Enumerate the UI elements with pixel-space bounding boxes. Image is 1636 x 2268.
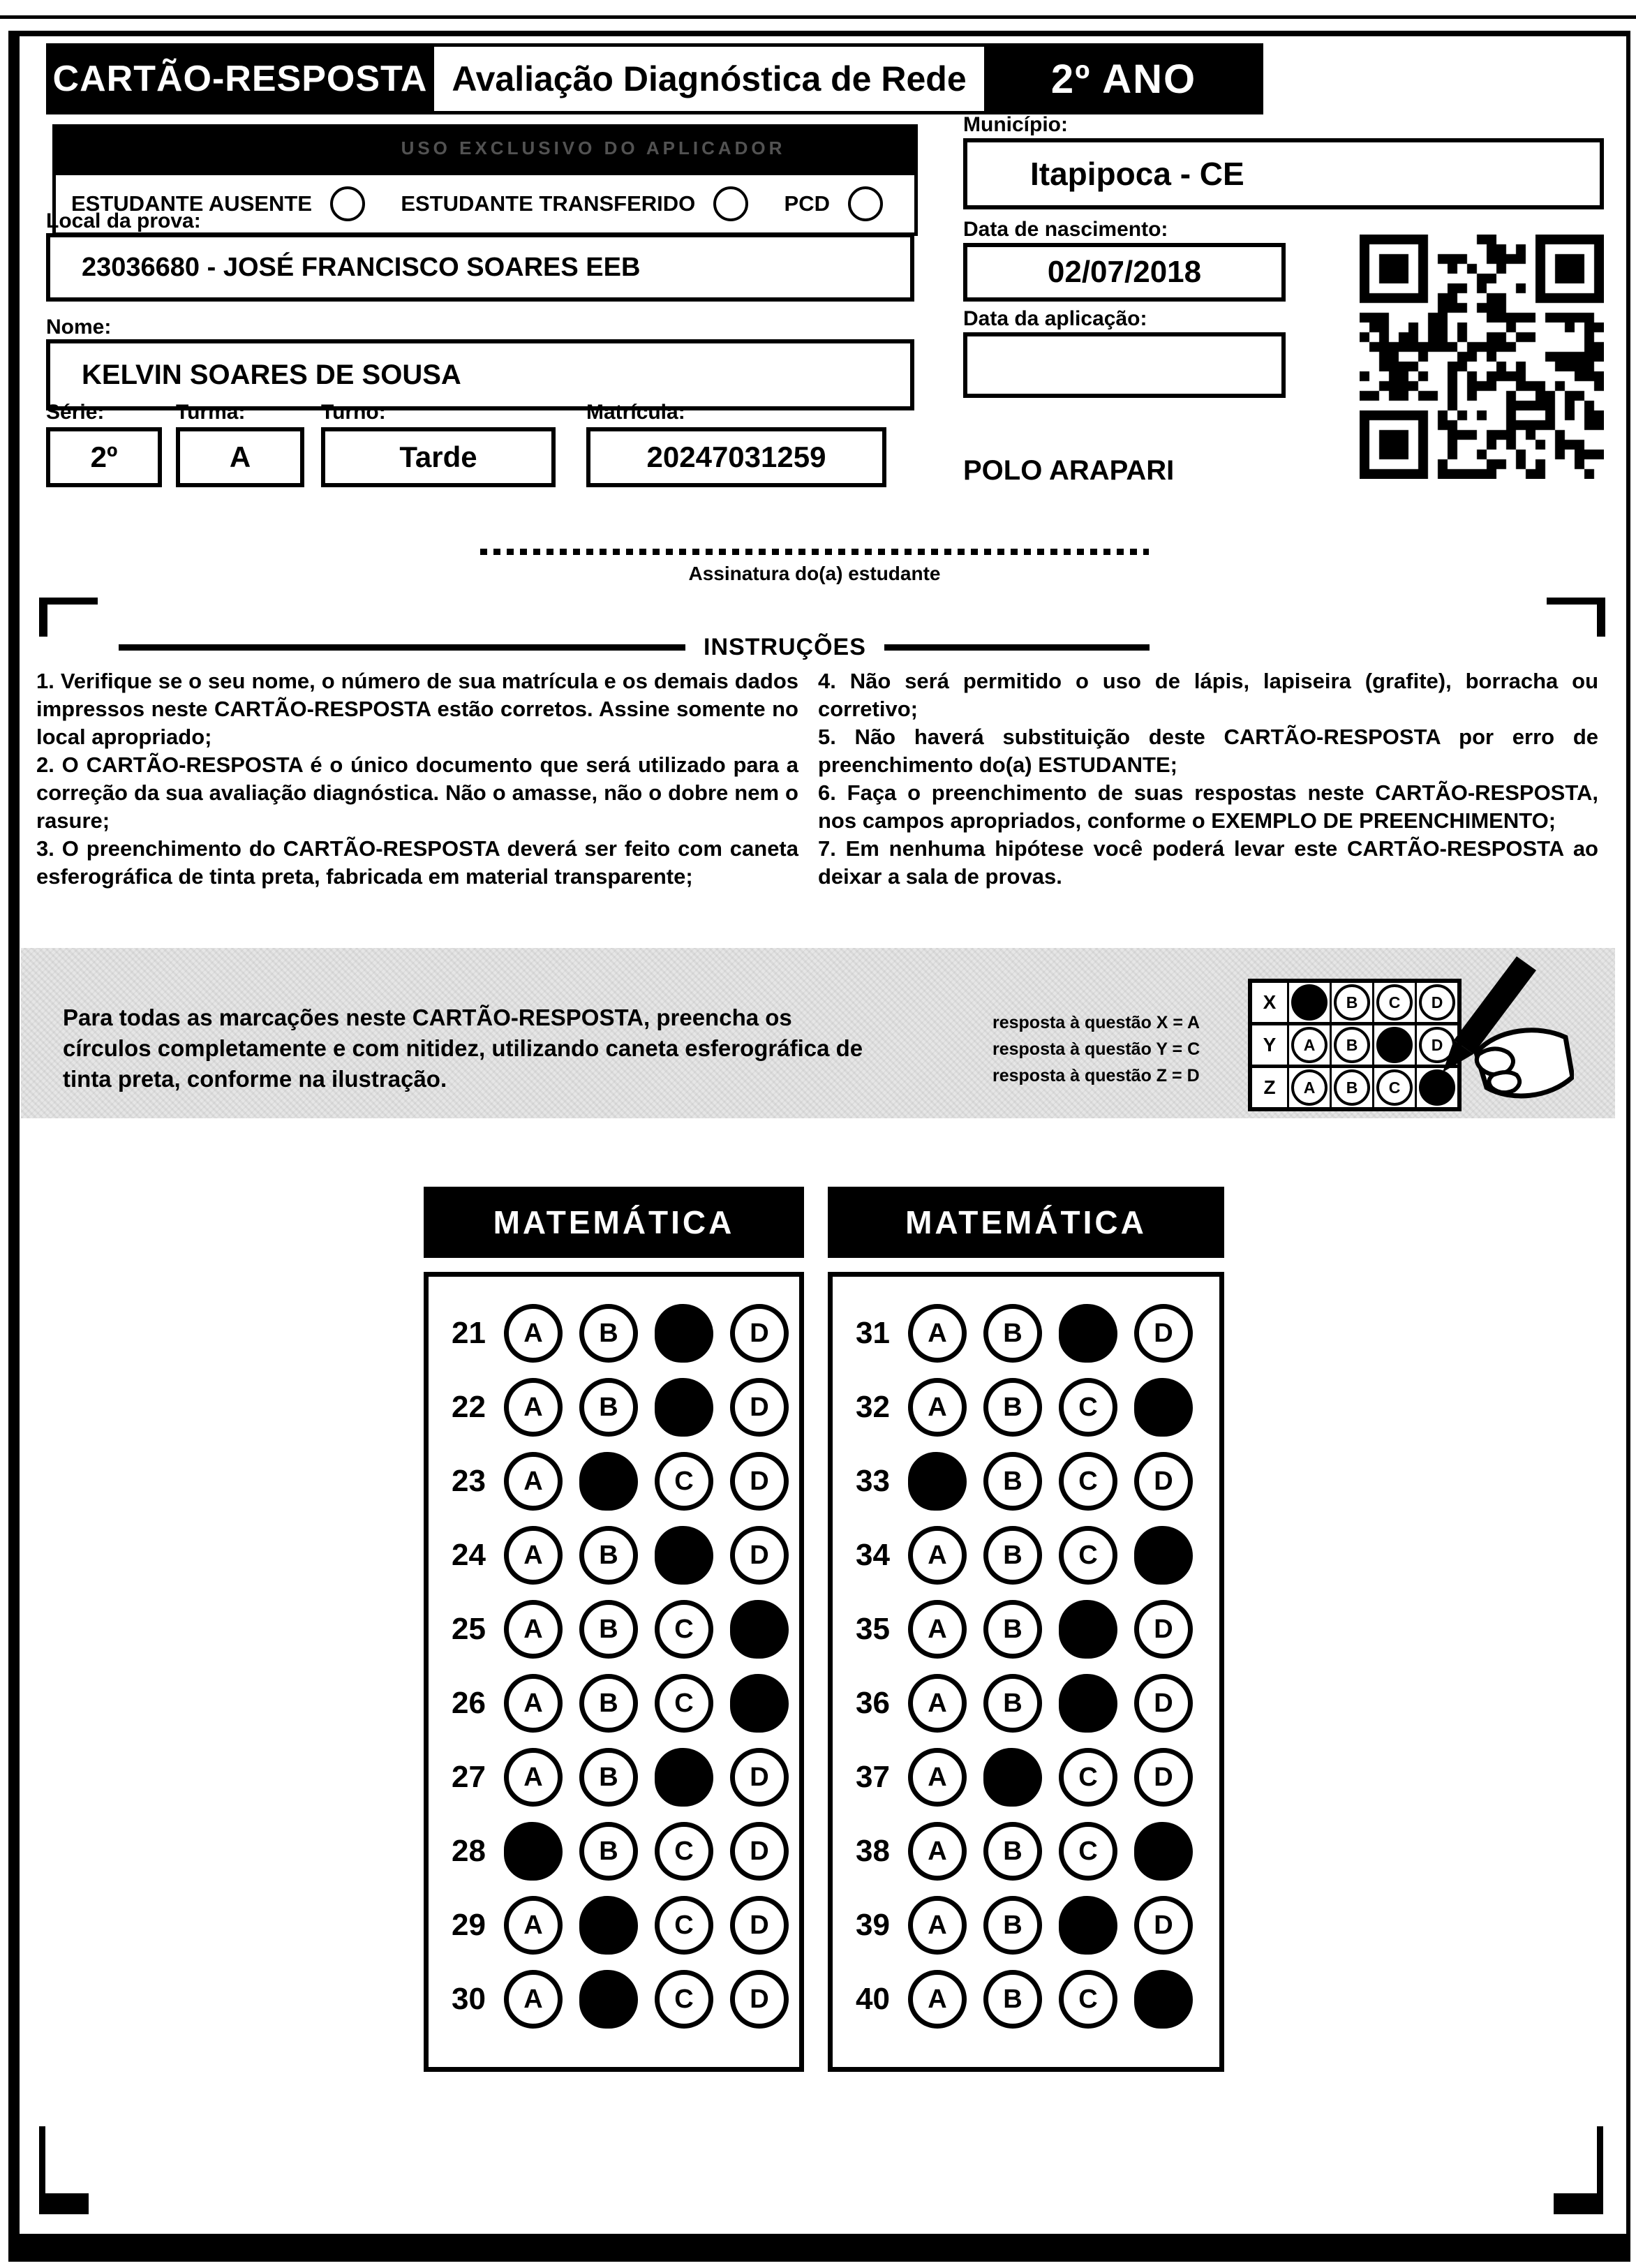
question-number: 30 (452, 1982, 486, 2016)
example-row-label: Z (1252, 1068, 1289, 1107)
example-bubble-y-a: A (1291, 1027, 1328, 1063)
instructions-rule-left (119, 644, 685, 651)
answer-cell (900, 1600, 975, 1659)
example-cell (1332, 983, 1374, 1022)
status-label-ausente: ESTUDANTE AUSENTE (71, 191, 313, 216)
instruction-item: 3. O preenchimento do CARTÃO-RESPOSTA deverá ser feito com caneta esferográfica de tinta preta, fabricada em material transparente; (36, 836, 798, 889)
answer-cell (722, 1452, 797, 1511)
bubble-q33-b[interactable]: B (983, 1452, 1042, 1511)
data-nascimento-label: Data de nascimento: (963, 218, 1168, 241)
instructions-col-left (36, 667, 798, 891)
bubble-q36-a[interactable]: A (908, 1674, 967, 1733)
status-bubble-pcd[interactable] (848, 186, 883, 221)
answer-cell (646, 1600, 722, 1659)
subject-header-matematica-2: MATEMÁTICA (828, 1187, 1224, 1258)
bubble-q23-c[interactable]: C (655, 1452, 713, 1511)
bubble-q27-b[interactable]: B (579, 1748, 638, 1807)
question-number: 32 (856, 1390, 890, 1424)
bubble-q27-d[interactable]: D (730, 1748, 789, 1807)
bubble-q40-b[interactable]: B (983, 1970, 1042, 2029)
answer-cell (496, 1896, 571, 1955)
bubble-q30-d[interactable]: D (730, 1970, 789, 2029)
bubble-q26-c[interactable]: C (655, 1674, 713, 1733)
answer-cell (722, 1822, 797, 1881)
question-number: 34 (856, 1538, 890, 1572)
bubble-q31-b[interactable]: B (983, 1304, 1042, 1363)
bubble-q30-b[interactable] (579, 1970, 638, 2029)
data-aplicacao-field[interactable] (963, 332, 1286, 398)
bubble-q29-b[interactable] (579, 1896, 638, 1955)
bubble-q21-c[interactable] (655, 1304, 713, 1363)
polo-label: POLO ARAPARI (963, 455, 1175, 486)
legend-line: resposta à questão X = A (992, 1013, 1200, 1032)
page-top-rule (0, 15, 1636, 19)
bubble-q28-b[interactable]: B (579, 1822, 638, 1881)
answer-row (429, 1518, 799, 1592)
answer-cell (571, 1600, 646, 1659)
bubble-q23-d[interactable]: D (730, 1452, 789, 1511)
bubble-q32-d[interactable] (1134, 1378, 1193, 1437)
answer-cell (496, 1674, 571, 1733)
bubble-q28-d[interactable]: D (730, 1822, 789, 1881)
answer-cell (1050, 1378, 1126, 1437)
answer-cell (900, 1304, 975, 1363)
bubble-q24-b[interactable]: B (579, 1526, 638, 1585)
grade-label: 2º ANO (1050, 56, 1197, 102)
bubble-q26-a[interactable]: A (504, 1674, 563, 1733)
answer-cell (722, 1970, 797, 2029)
bubble-q37-d[interactable]: D (1134, 1748, 1193, 1807)
instruction-item: 5. Não haverá substituição deste CARTÃO-RESPOSTA por erro de preenchimento do(a) ESTUDANTE; (818, 725, 1598, 777)
question-number: 29 (452, 1908, 486, 1942)
question-number: 38 (856, 1834, 890, 1868)
example-bubble-z-a: A (1291, 1069, 1328, 1106)
answer-row (833, 1518, 1219, 1592)
bubble-q33-a[interactable] (908, 1452, 967, 1511)
answer-row (429, 1814, 799, 1888)
legend-line: resposta à questão Z = D (992, 1066, 1200, 1085)
bubble-q29-a[interactable]: A (504, 1896, 563, 1955)
answer-cell (900, 1452, 975, 1511)
bubble-q34-d[interactable] (1134, 1526, 1193, 1585)
nome-label: Nome: (46, 316, 112, 339)
answer-cell (646, 1304, 722, 1363)
answer-row (429, 1592, 799, 1666)
bubble-q25-b[interactable]: B (579, 1600, 638, 1659)
registration-mark-bottom-right (1554, 2126, 1603, 2214)
fill-example-text: Para todas as marcações neste CARTÃO-RESPOSTA, preencha os círculos completamente e com nitidez, utilizando caneta esferográfica de tinta preta, conforme na ilustração. (63, 1005, 863, 1092)
applicator-only-label: USO EXCLUSIVO DO APLICADOR (401, 137, 786, 158)
status-item-transferido (401, 186, 748, 221)
instruction-item: 7. Em nenhuma hipótese você poderá levar este CARTÃO-RESPOSTA ao deixar a sala de provas. (818, 836, 1598, 889)
answer-row (429, 1370, 799, 1444)
bubble-q22-a[interactable]: A (504, 1378, 563, 1437)
bubble-q39-c[interactable] (1059, 1896, 1117, 1955)
bubble-q38-b[interactable]: B (983, 1822, 1042, 1881)
answer-cell (496, 1378, 571, 1437)
question-number: 24 (452, 1538, 486, 1572)
answer-cell (571, 1526, 646, 1585)
registration-mark-bottom-left (39, 2126, 89, 2214)
answer-cell (1050, 1970, 1126, 2029)
bubble-q39-d[interactable]: D (1134, 1896, 1193, 1955)
bubble-q25-a[interactable]: A (504, 1600, 563, 1659)
data-nascimento-value: 02/07/2018 (963, 243, 1286, 302)
legend-line: resposta à questão Y = C (992, 1039, 1200, 1059)
answer-cell (496, 1526, 571, 1585)
answer-cell (900, 1822, 975, 1881)
answer-cell (646, 1378, 722, 1437)
status-item-pcd (784, 186, 883, 221)
example-bubble-x-b: B (1334, 984, 1370, 1021)
example-bubble-x-a (1291, 984, 1328, 1021)
bubble-q24-c[interactable] (655, 1526, 713, 1585)
bubble-q37-a[interactable]: A (908, 1748, 967, 1807)
answer-cell (1126, 1896, 1201, 1955)
bubble-q21-d[interactable]: D (730, 1304, 789, 1363)
answer-cell (496, 1822, 571, 1881)
bubble-q32-b[interactable]: B (983, 1378, 1042, 1437)
bubble-q36-b[interactable]: B (983, 1674, 1042, 1733)
answer-cell (496, 1304, 571, 1363)
local-da-prova-label: Local da prova: (46, 209, 201, 232)
fill-example-legend (992, 1009, 1230, 1089)
instructions-col-right (818, 667, 1598, 891)
answer-cell (975, 1304, 1050, 1363)
bubble-q35-b[interactable]: B (983, 1600, 1042, 1659)
example-cell (1289, 1068, 1332, 1107)
answer-cell (722, 1304, 797, 1363)
answer-cell (1126, 1452, 1201, 1511)
subject-header-matematica-1: MATEMÁTICA (424, 1187, 804, 1258)
answer-cell (975, 1452, 1050, 1511)
answer-cell (1126, 1304, 1201, 1363)
data-aplicacao-label: Data da aplicação: (963, 307, 1147, 330)
question-number: 39 (856, 1908, 890, 1942)
bubble-q33-d[interactable]: D (1134, 1452, 1193, 1511)
bubble-q31-c[interactable] (1059, 1304, 1117, 1363)
answer-cell (1050, 1748, 1126, 1807)
bubble-q21-b[interactable]: B (579, 1304, 638, 1363)
example-row-label: X (1252, 983, 1289, 1022)
bubble-q22-b[interactable]: B (579, 1378, 638, 1437)
answer-row (429, 1962, 799, 2036)
answer-row (429, 1444, 799, 1518)
answer-row (429, 1666, 799, 1740)
answer-cell (1126, 1378, 1201, 1437)
bubble-q27-c[interactable] (655, 1748, 713, 1807)
bubble-q36-c[interactable] (1059, 1674, 1117, 1733)
answer-cell (1126, 1970, 1201, 2029)
example-row-label: Y (1252, 1025, 1289, 1065)
bubble-q24-a[interactable]: A (504, 1526, 563, 1585)
matricula-label: Matrícula: (586, 401, 685, 424)
turma-label: Turma: (176, 401, 246, 424)
answer-cell (975, 1970, 1050, 2029)
answer-cell (1050, 1896, 1126, 1955)
answer-cell (646, 1970, 722, 2029)
bubble-q37-c[interactable]: C (1059, 1748, 1117, 1807)
answer-cell (900, 1378, 975, 1437)
question-number: 22 (452, 1390, 486, 1424)
answer-cell (975, 1378, 1050, 1437)
answer-cell (1126, 1822, 1201, 1881)
question-number: 40 (856, 1982, 890, 2016)
example-bubble-x-c: C (1376, 984, 1413, 1021)
answer-grid (828, 1272, 1224, 2072)
header-bar (46, 43, 1263, 114)
bubble-q34-b[interactable]: B (983, 1526, 1042, 1585)
answer-cell (571, 1896, 646, 1955)
bubble-q35-a[interactable]: A (908, 1600, 967, 1659)
status-label-transferido: ESTUDANTE TRANSFERIDO (401, 191, 696, 216)
answer-cell (900, 1748, 975, 1807)
answer-cell (571, 1674, 646, 1733)
bubble-q40-c[interactable]: C (1059, 1970, 1117, 2029)
qr-code (1360, 235, 1604, 479)
instruction-item: 4. Não será permitido o uso de lápis, lapiseira (grafite), borracha ou corretivo; (818, 669, 1598, 721)
example-cell (1289, 983, 1332, 1022)
answer-cell (722, 1526, 797, 1585)
status-label-pcd: PCD (784, 191, 830, 216)
status-bubble-transferido[interactable] (713, 186, 748, 221)
question-number: 27 (452, 1760, 486, 1794)
answer-cell (722, 1600, 797, 1659)
question-number: 26 (452, 1686, 486, 1720)
answer-cell (646, 1526, 722, 1585)
bubble-q39-b[interactable]: B (983, 1896, 1042, 1955)
answer-row (833, 1962, 1219, 2036)
answer-cell (900, 1526, 975, 1585)
bubble-q29-d[interactable]: D (730, 1896, 789, 1955)
answer-cell (646, 1452, 722, 1511)
answer-cell (1050, 1452, 1126, 1511)
question-number: 33 (856, 1464, 890, 1498)
matricula-value: 20247031259 (586, 427, 886, 487)
bubble-q35-d[interactable]: D (1134, 1600, 1193, 1659)
bubble-q25-c[interactable]: C (655, 1600, 713, 1659)
bubble-q23-b[interactable] (579, 1452, 638, 1511)
question-number: 31 (856, 1316, 890, 1350)
bubble-q34-a[interactable]: A (908, 1526, 967, 1585)
answer-cell (1050, 1674, 1126, 1733)
answer-row (833, 1444, 1219, 1518)
card-title: CARTÃO-RESPOSTA (52, 59, 428, 99)
answer-cell (496, 1970, 571, 2029)
instructions-title: INSTRUÇÕES (704, 634, 866, 660)
instructions-header (119, 634, 1522, 661)
bubble-q36-d[interactable]: D (1134, 1674, 1193, 1733)
question-number: 36 (856, 1686, 890, 1720)
answer-cell (900, 1896, 975, 1955)
bubble-q32-c[interactable]: C (1059, 1378, 1117, 1437)
answer-cell (722, 1748, 797, 1807)
municipio-value: Itapipoca - CE (963, 138, 1604, 209)
bubble-q24-d[interactable]: D (730, 1526, 789, 1585)
answer-cell (496, 1748, 571, 1807)
answer-cell (646, 1822, 722, 1881)
answer-grid (424, 1272, 804, 2072)
bubble-q33-c[interactable]: C (1059, 1452, 1117, 1511)
answer-cell (646, 1748, 722, 1807)
answer-row (429, 1740, 799, 1814)
bubble-q31-a[interactable]: A (908, 1304, 967, 1363)
bubble-q26-d[interactable] (730, 1674, 789, 1733)
example-cell (1289, 1025, 1332, 1065)
question-number: 21 (452, 1316, 486, 1350)
answer-cell (1126, 1674, 1201, 1733)
bubble-q23-a[interactable]: A (504, 1452, 563, 1511)
answer-cell (975, 1822, 1050, 1881)
turno-label: Turno: (321, 401, 386, 424)
question-number: 35 (856, 1612, 890, 1646)
answer-cell (571, 1452, 646, 1511)
answer-row (833, 1814, 1219, 1888)
bubble-q37-b[interactable] (983, 1748, 1042, 1807)
registration-mark-top-left (39, 598, 98, 637)
answer-cell (1126, 1526, 1201, 1585)
answer-cell (1050, 1526, 1126, 1585)
answer-row (833, 1666, 1219, 1740)
answer-row (833, 1592, 1219, 1666)
bubble-q34-c[interactable]: C (1059, 1526, 1117, 1585)
serie-value: 2º (46, 427, 162, 487)
bubble-q32-a[interactable]: A (908, 1378, 967, 1437)
question-number: 25 (452, 1612, 486, 1646)
nome-value: KELVIN SOARES DE SOUSA (46, 339, 914, 410)
example-bubble-z-b: B (1334, 1069, 1370, 1106)
fill-example-panel (21, 948, 1615, 1118)
bubble-q31-d[interactable]: D (1134, 1304, 1193, 1363)
bubble-q38-a[interactable]: A (908, 1822, 967, 1881)
bubble-q38-c[interactable]: C (1059, 1822, 1117, 1881)
bubble-q35-c[interactable] (1059, 1600, 1117, 1659)
instructions-rule-right (884, 644, 1150, 651)
turma-value: A (176, 427, 304, 487)
example-bubble-y-d: D (1419, 1027, 1455, 1063)
answer-cell (975, 1600, 1050, 1659)
answer-cell (722, 1378, 797, 1437)
question-number: 23 (452, 1464, 486, 1498)
signature-line[interactable] (480, 549, 1149, 555)
bubble-q28-c[interactable]: C (655, 1822, 713, 1881)
answer-cell (1050, 1600, 1126, 1659)
bubble-q28-a[interactable] (504, 1822, 563, 1881)
answer-cell (571, 1970, 646, 2029)
instruction-item: 2. O CARTÃO-RESPOSTA é o único documento que será utilizado para a correção da sua avaliação diagnóstica. Não o amasse, não o dobre nem o rasure; (36, 753, 798, 833)
answer-cell (900, 1970, 975, 2029)
bubble-q22-d[interactable]: D (730, 1378, 789, 1437)
answer-cell (975, 1748, 1050, 1807)
local-da-prova-value: 23036680 - JOSÉ FRANCISCO SOARES EEB (46, 233, 914, 302)
turno-value: Tarde (321, 427, 556, 487)
answer-row (833, 1370, 1219, 1444)
question-number: 28 (452, 1834, 486, 1868)
bubble-q40-a[interactable]: A (908, 1970, 967, 2029)
status-bubble-ausente[interactable] (330, 186, 365, 221)
signature-label: Assinatura do(a) estudante (688, 563, 941, 584)
answer-cell (496, 1452, 571, 1511)
bubble-q30-c[interactable]: C (655, 1970, 713, 2029)
answer-row (833, 1888, 1219, 1962)
answer-cell (900, 1674, 975, 1733)
bubble-q40-d[interactable] (1134, 1970, 1193, 2029)
bubble-q22-c[interactable] (655, 1378, 713, 1437)
answer-cell (1050, 1304, 1126, 1363)
answer-row (833, 1740, 1219, 1814)
answer-cell (1126, 1748, 1201, 1807)
bubble-q26-b[interactable]: B (579, 1674, 638, 1733)
answer-cell (571, 1378, 646, 1437)
bubble-q27-a[interactable]: A (504, 1748, 563, 1807)
answer-cell (571, 1304, 646, 1363)
answer-cell (722, 1896, 797, 1955)
answer-cell (571, 1748, 646, 1807)
exam-title: Avaliação Diagnóstica de Rede (434, 43, 984, 114)
answer-cell (1126, 1600, 1201, 1659)
answer-cell (571, 1822, 646, 1881)
municipio-label: Município: (963, 113, 1068, 136)
instruction-item: 6. Faça o preenchimento de suas respostas neste CARTÃO-RESPOSTA, nos campos apropriados, conforme o EXEMPLO DE PREENCHIMENTO; (818, 780, 1598, 833)
example-bubble-y-b: B (1334, 1027, 1370, 1063)
bubble-q21-a[interactable]: A (504, 1304, 563, 1363)
answer-cell (646, 1896, 722, 1955)
bubble-q38-d[interactable] (1134, 1822, 1193, 1881)
answer-cell (975, 1674, 1050, 1733)
answer-cell (722, 1674, 797, 1733)
example-cell (1332, 1025, 1374, 1065)
hand-pen-illustration (1406, 955, 1574, 1116)
answer-row (429, 1296, 799, 1370)
answer-cell (1050, 1822, 1126, 1881)
bubble-q29-c[interactable]: C (655, 1896, 713, 1955)
question-number: 37 (856, 1760, 890, 1794)
bubble-q30-a[interactable]: A (504, 1970, 563, 2029)
example-bubble-x-d: D (1419, 984, 1455, 1021)
registration-mark-top-right (1547, 598, 1605, 637)
example-bubble-z-c: C (1376, 1069, 1413, 1106)
example-cell (1332, 1068, 1374, 1107)
bubble-q39-a[interactable]: A (908, 1896, 967, 1955)
answer-cell (975, 1526, 1050, 1585)
applicator-only-bar (52, 124, 918, 172)
answer-cell (646, 1674, 722, 1733)
answer-cell (496, 1600, 571, 1659)
instruction-item: 1. Verifique se o seu nome, o número de sua matrícula e os demais dados impressos neste CARTÃO-RESPOSTA estão corretos. Assine somente no local apropriado; (36, 669, 798, 749)
bubble-q25-d[interactable] (730, 1600, 789, 1659)
answer-row (833, 1296, 1219, 1370)
answer-row (429, 1888, 799, 1962)
answer-cell (975, 1896, 1050, 1955)
serie-label: Série: (46, 401, 105, 424)
